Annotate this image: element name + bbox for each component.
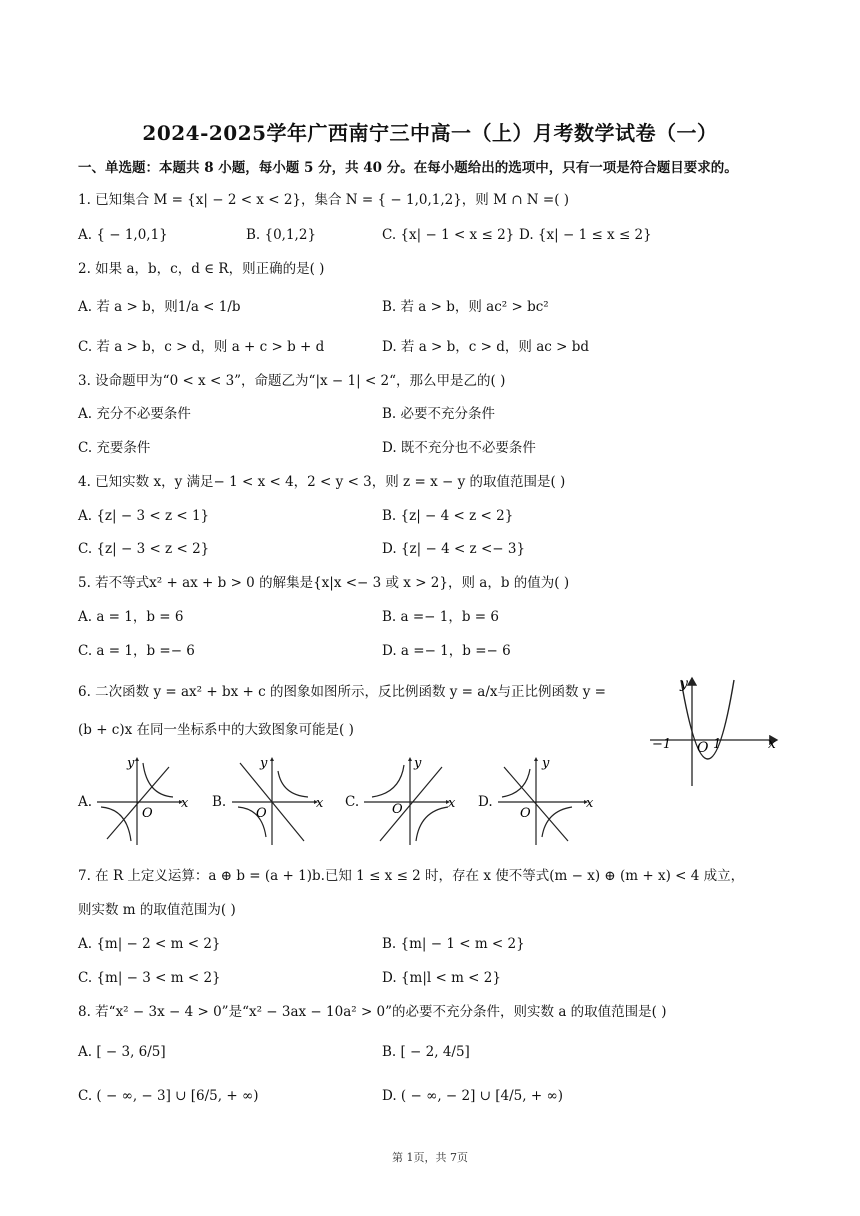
q6-figure-b (230, 757, 330, 847)
q5-option-d: D. a =− 1，b =− 6 (382, 643, 511, 659)
q3-option-a: A. 充分不必要条件 (78, 406, 191, 422)
q4-option-b: B. {z| − 4 < z < 2} (382, 508, 514, 524)
page-footer: 第 1页，共 7页 (392, 1151, 468, 1164)
svg-text:x: x (586, 796, 594, 811)
svg-text:x: x (448, 796, 456, 811)
one-label: 1 (713, 737, 722, 752)
q6-option-c: C. (345, 794, 360, 810)
q1-option-c: C. {x| − 1 < x ≤ 2} (382, 227, 515, 243)
q1-option-b: B. {0,1,2} (246, 227, 317, 243)
svg-text:O: O (520, 806, 531, 821)
q6-option-d: D. (478, 794, 493, 810)
q5-option-a: A. a = 1，b = 6 (78, 609, 184, 625)
q5-stem: 5. 若不等式x² + ax + b > 0 的解集是{x|x <− 3 或 x > 2}，则 a，b 的值为( ) (78, 575, 570, 591)
q8-option-a: A. [ − 3, 6/5] (78, 1044, 166, 1060)
q7-option-a: A. {m| − 2 < m < 2} (78, 936, 221, 952)
q7-stem-line1: 7. 在 R 上定义运算：a ⊕ b = (a + 1)b.已知 1 ≤ x ≤ 2 时，存在 x 使不等式(m − x) ⊕ (m + x) < 4 成立， (78, 868, 745, 884)
q7-option-d: D. {m|l < m < 2} (382, 970, 501, 986)
q7-stem-line2: 则实数 m 的取值范围为( ) (78, 902, 236, 918)
q3-stem: 3. 设命题甲为“0 < x < 3”，命题乙为“|x − 1| < 2“，那么甲是乙的( ) (78, 373, 506, 389)
q1-option-a: A. { − 1,0,1} (78, 227, 168, 243)
q2-stem: 2. 如果 a，b，c，d ∈ R，则正确的是( ) (78, 261, 325, 277)
section-heading: 一、单选题：本题共 8 小题，每小题 5 分，共 40 分。在每小题给出的选项中，只有一项是符合题目要求的。 (78, 160, 738, 176)
svg-text:O: O (392, 802, 403, 817)
q2-option-a: A. 若 a > b，则1/a < 1/b (78, 299, 241, 315)
q3-option-b: B. 必要不充分条件 (382, 406, 496, 422)
svg-text:y: y (127, 756, 135, 771)
q4-option-c: C. {z| − 3 < z < 2} (78, 541, 210, 557)
q4-option-d: D. {z| − 4 < z <− 3} (382, 541, 526, 557)
origin-label: O (697, 740, 709, 756)
q6-figure-d (496, 757, 596, 847)
q4-stem: 4. 已知实数 x，y 满足− 1 < x < 4，2 < y < 3，则 z = x − y 的取值范围是( ) (78, 474, 566, 490)
svg-text:O: O (142, 806, 153, 821)
svg-text:y: y (542, 756, 550, 771)
minus-one-label: −1 (652, 737, 672, 752)
q8-option-d: D. ( − ∞, − 2] ∪ [4/5, + ∞) (382, 1088, 563, 1104)
y-axis-label: y (680, 676, 688, 692)
q3-option-c: C. 充要条件 (78, 440, 151, 456)
q7-option-b: B. {m| − 1 < m < 2} (382, 936, 525, 952)
q6-option-a: A. (78, 794, 93, 810)
q6-figure-c (362, 757, 462, 847)
q5-option-c: C. a = 1，b =− 6 (78, 643, 195, 659)
q6-figure-a (95, 757, 195, 847)
x-axis-label: x (768, 736, 776, 752)
svg-text:y: y (260, 756, 268, 771)
q2-option-c: C. 若 a > b，c > d，则 a + c > b + d (78, 339, 325, 355)
svg-text:x: x (181, 796, 189, 811)
q2-option-b: B. 若 a > b，则 ac² > bc² (382, 299, 549, 315)
q6-option-b: B. (212, 794, 227, 810)
q6-parabola-figure (645, 672, 785, 790)
q6-stem-line1: 6. 二次函数 y = ax² + bx + c 的图象如图所示，反比例函数 y = a/x与正比例函数 y = (78, 684, 606, 700)
q4-option-a: A. {z| − 3 < z < 1} (78, 508, 210, 524)
q5-option-b: B. a =− 1，b = 6 (382, 609, 499, 625)
q3-option-d: D. 既不充分也不必要条件 (382, 440, 536, 456)
q8-option-b: B. [ − 2, 4/5] (382, 1044, 470, 1060)
q7-option-c: C. {m| − 3 < m < 2} (78, 970, 221, 986)
page-title: 2024-2025学年广西南宁三中高一（上）月考数学试卷（一） (142, 121, 718, 145)
q8-stem: 8. 若“x² − 3x − 4 > 0”是“x² − 3ax − 10a² > 0”的必要不充分条件，则实数 a 的取值范围是( ) (78, 1004, 667, 1020)
q8-option-c: C. ( − ∞, − 3] ∪ [6/5, + ∞) (78, 1088, 259, 1104)
svg-text:O: O (256, 806, 267, 821)
q2-option-d: D. 若 a > b，c > d，则 ac > bd (382, 339, 589, 355)
q1-stem: 1. 已知集合 M = {x| − 2 < x < 2}，集合 N = { − 1,0,1,2}，则 M ∩ N =( ) (78, 192, 570, 208)
svg-text:x: x (316, 796, 324, 811)
svg-text:y: y (414, 756, 422, 771)
q6-stem-line2: (b + c)x 在同一坐标系中的大致图象可能是( ) (78, 722, 354, 738)
q1-option-d: D. {x| − 1 ≤ x ≤ 2} (519, 227, 652, 243)
